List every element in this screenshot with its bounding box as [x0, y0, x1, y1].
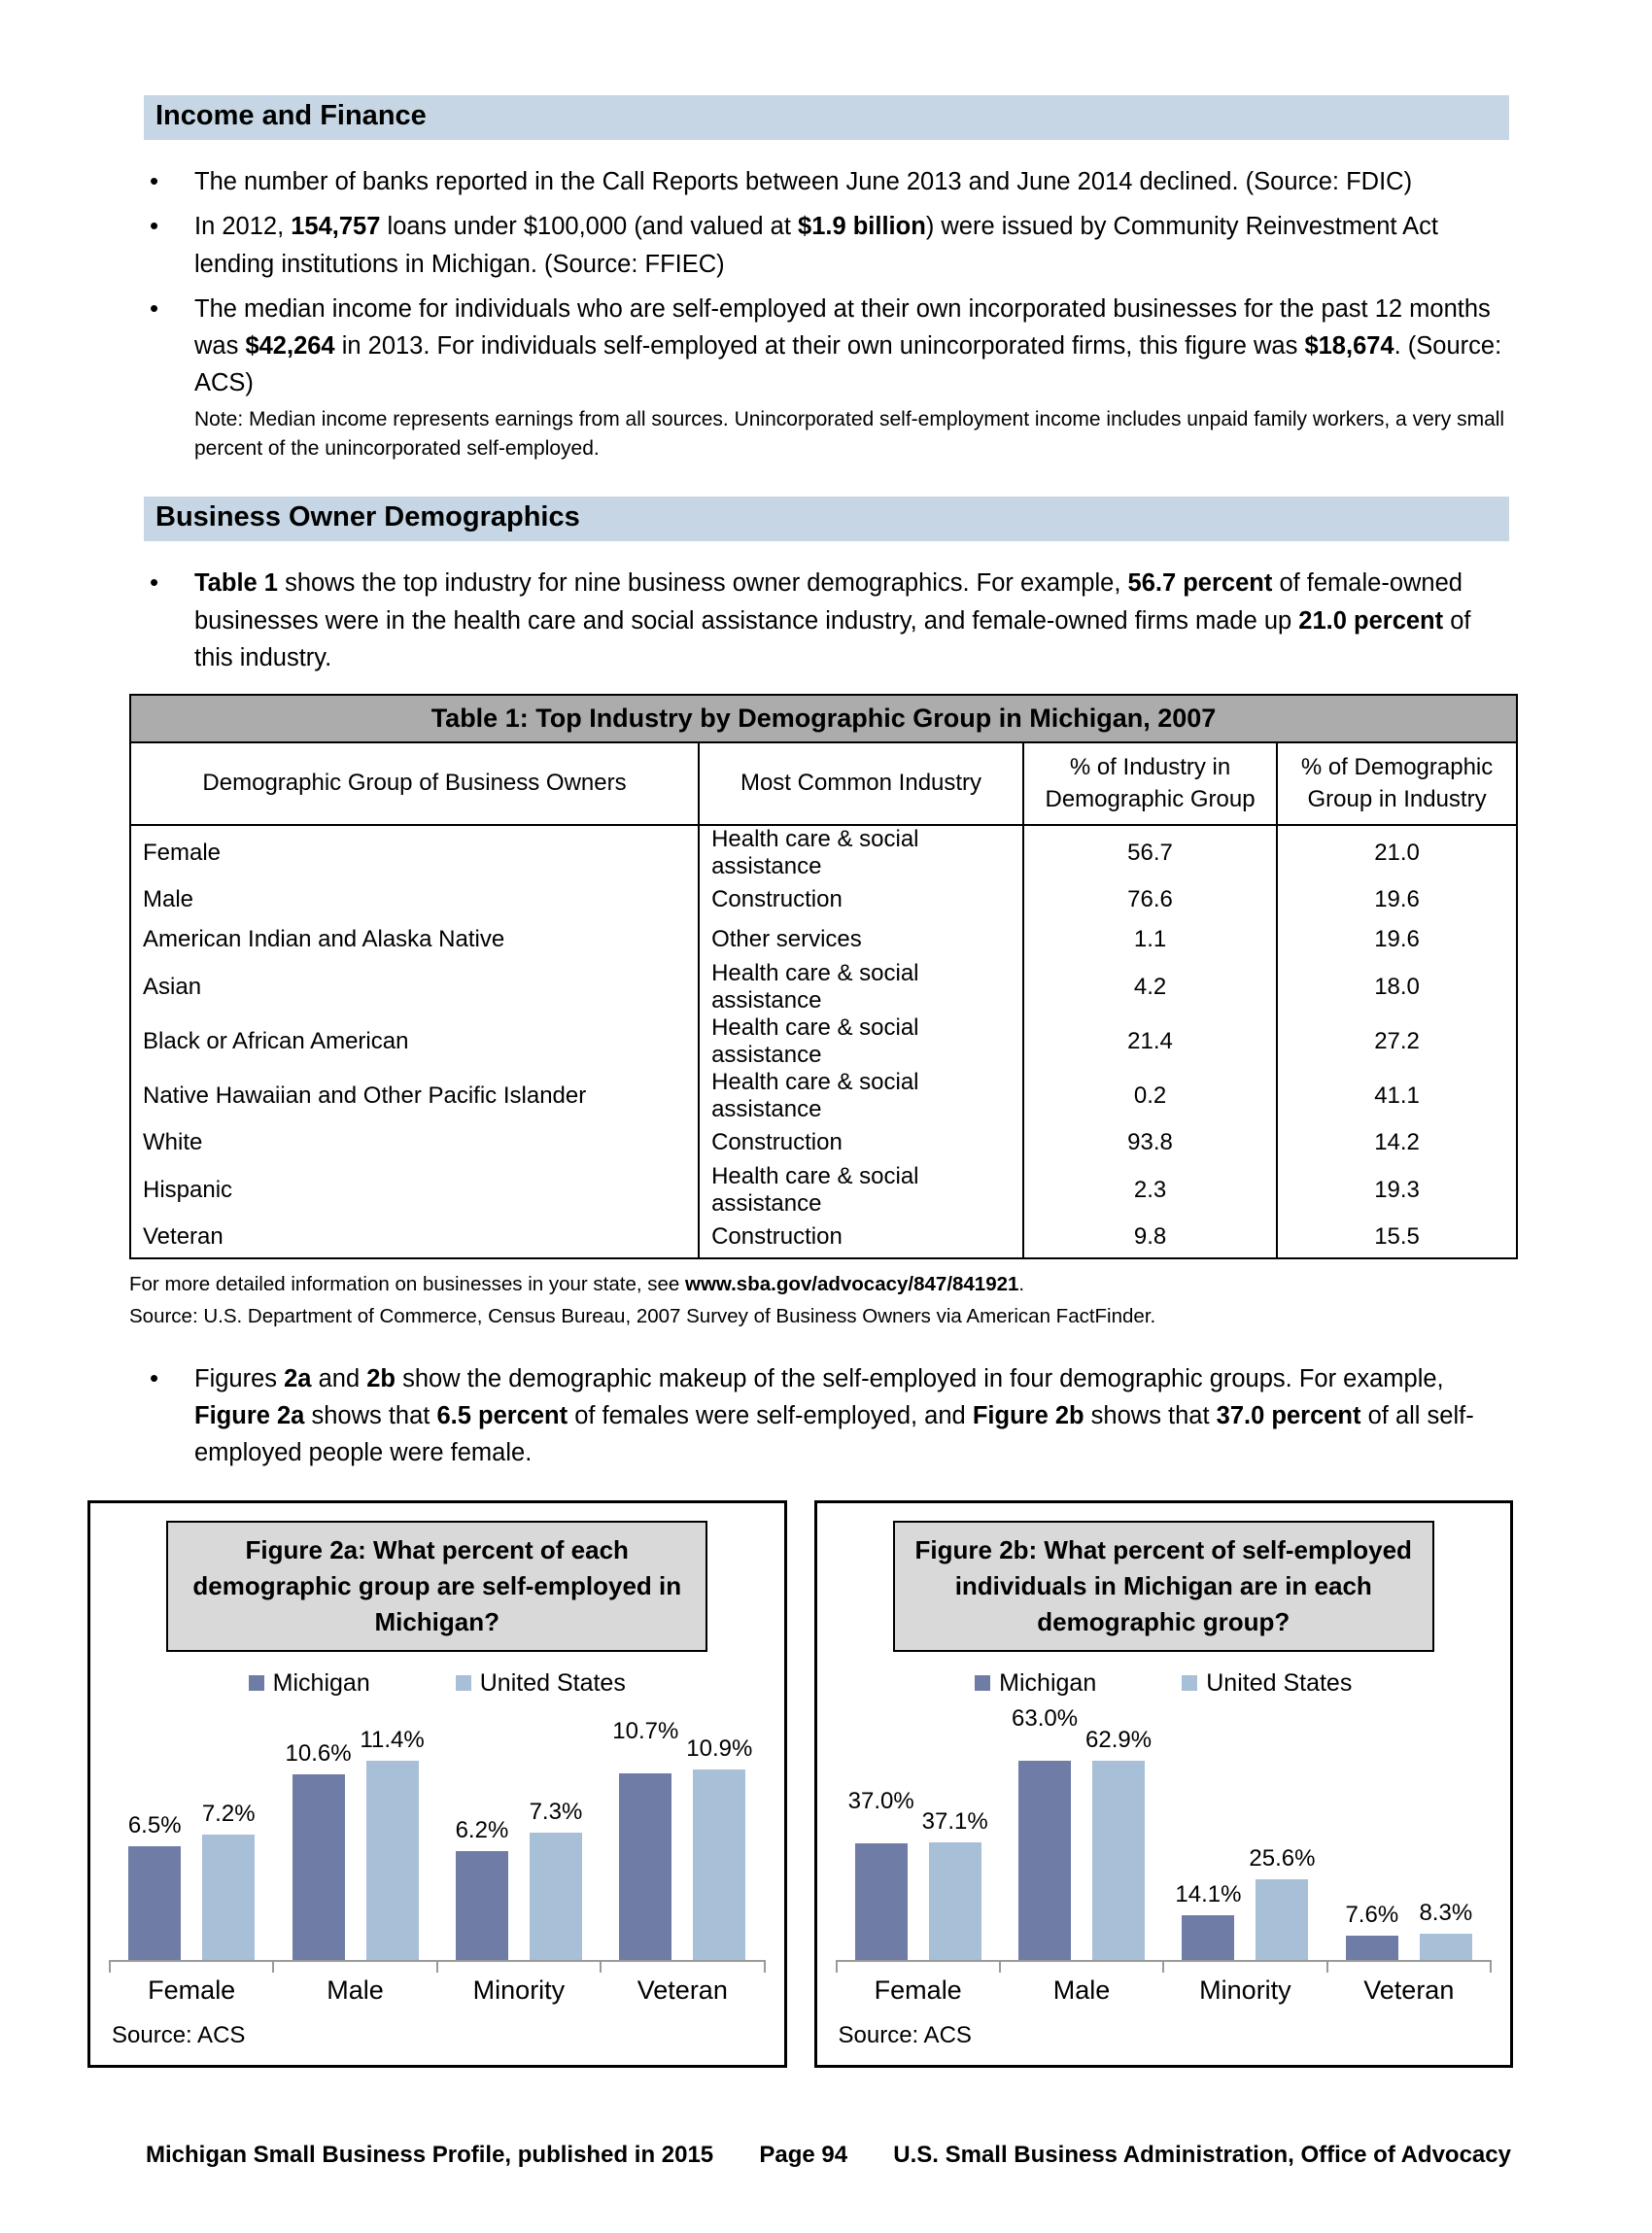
- bar-value-label: 11.4%: [360, 1726, 425, 1753]
- category-label: Veteran: [637, 1975, 728, 2005]
- table-cell: 4.2: [1023, 960, 1277, 1014]
- table-row: [130, 1123, 1517, 1163]
- bar-column: [1420, 1707, 1472, 1960]
- page-footer: [146, 2142, 1511, 2169]
- bar-michigan: [855, 1843, 908, 1960]
- legend-label: United States: [1206, 1668, 1353, 1697]
- chart-plot-area: [110, 1707, 765, 1962]
- category-label: Male: [327, 1975, 384, 2005]
- bar-michigan: [456, 1851, 508, 1959]
- text-segment: and: [311, 1364, 367, 1392]
- table-cell: 9.8: [1023, 1218, 1277, 1258]
- table-header-row: [130, 742, 1517, 825]
- table-cell: 1.1: [1023, 920, 1277, 960]
- table-cell: Health care & social assistance: [699, 1163, 1023, 1218]
- axis-tick: [836, 1960, 838, 1973]
- table-cell: 19.6: [1277, 920, 1517, 960]
- table-note-source-line: [129, 1301, 1516, 1333]
- table-row: [130, 1218, 1517, 1258]
- legend-item: [1182, 1669, 1352, 1698]
- bar-value-label: 10.9%: [686, 1735, 753, 1762]
- bar-column: [202, 1707, 255, 1960]
- table-cell: 0.2: [1023, 1069, 1277, 1123]
- footer-page-number: Page 94: [759, 2142, 848, 2168]
- bar-column: [1085, 1707, 1153, 1960]
- chart-source: Source: ACS: [838, 2022, 972, 2049]
- emphasized-text: 21.0 percent: [1298, 606, 1444, 635]
- bullet-item: [194, 291, 1516, 464]
- bar-united-states: [1092, 1761, 1145, 1960]
- figure-2b-chart: [814, 1500, 1514, 2068]
- income-bullet-list: [0, 163, 1516, 464]
- table-cell: Male: [130, 880, 699, 920]
- axis-tick: [999, 1960, 1001, 1973]
- bar-column: [612, 1707, 679, 1960]
- axis-tick: [1490, 1960, 1492, 1973]
- emphasized-text: 56.7 percent: [1127, 569, 1273, 598]
- text-segment: . (Source: ACS): [194, 332, 1502, 397]
- emphasized-text: $18,674: [1304, 332, 1394, 360]
- bar-united-states: [1256, 1879, 1308, 1960]
- text-segment: For more detailed information on businesses in your state, see: [129, 1272, 686, 1295]
- chart-title: Figure 2a: What percent of each demographic group are self-employed in Michigan?: [166, 1521, 707, 1652]
- text-segment: Figures: [194, 1364, 285, 1392]
- axis-tick: [109, 1960, 111, 1973]
- axis-tick: [1162, 1960, 1164, 1973]
- bar-column: [285, 1707, 352, 1960]
- bar-column: [1175, 1707, 1242, 1960]
- table-cell: 21.4: [1023, 1014, 1277, 1069]
- category-label: Minority: [472, 1975, 566, 2005]
- bullet-text: [194, 295, 1501, 397]
- bar-column: [530, 1707, 582, 1960]
- table-note-link-line: [129, 1269, 1516, 1301]
- table-cell: 19.6: [1277, 880, 1517, 920]
- table-1-top-industry: [129, 694, 1518, 1259]
- bar-value-label: 37.0%: [847, 1787, 914, 1814]
- bar-value-label: 10.6%: [285, 1740, 352, 1768]
- bar-value-label: 6.5%: [127, 1812, 182, 1839]
- axis-tick: [764, 1960, 766, 1973]
- axis-tick: [1326, 1960, 1328, 1973]
- category-label: Veteran: [1363, 1975, 1455, 2005]
- bar-value-label: 7.3%: [529, 1798, 583, 1825]
- text-segment: loans under $100,000 (and valued at: [380, 213, 799, 241]
- legend-swatch-icon: [975, 1675, 990, 1691]
- bar-group: [273, 1707, 436, 1960]
- bar-value-label: 37.1%: [921, 1808, 988, 1836]
- bar-column: [456, 1707, 508, 1960]
- col-header-most-common-industry: Most Common Industry: [699, 742, 1023, 825]
- table-cell: 21.0: [1277, 825, 1517, 880]
- emphasized-text: Table 1: [194, 569, 278, 598]
- bullet-text: [194, 1365, 1474, 1467]
- bar-michigan: [1346, 1936, 1398, 1960]
- legend-swatch-icon: [1182, 1675, 1197, 1691]
- category-label: Female: [148, 1975, 236, 2005]
- bar-column: [921, 1707, 988, 1960]
- table-notes: [129, 1269, 1516, 1333]
- chart-source: Source: ACS: [112, 2022, 246, 2049]
- bullet-item: [194, 163, 1516, 200]
- bar-value-label: 25.6%: [1249, 1844, 1316, 1872]
- axis-tick: [272, 1960, 274, 1973]
- table-cell: 18.0: [1277, 960, 1517, 1014]
- page: [0, 95, 1652, 2168]
- bullet-text: [194, 569, 1471, 671]
- bar-column: [847, 1707, 914, 1960]
- bar-column: [1249, 1707, 1316, 1960]
- legend-item: [975, 1669, 1096, 1698]
- table-cell: Health care & social assistance: [699, 1069, 1023, 1123]
- table-cell: Black or African American: [130, 1014, 699, 1069]
- table-cell: 15.5: [1277, 1218, 1517, 1258]
- bar-group: [1000, 1704, 1163, 1960]
- bar-column: [1012, 1704, 1079, 1960]
- emphasized-text: Figure 2b: [972, 1401, 1084, 1429]
- category-label: Minority: [1199, 1975, 1291, 2005]
- legend-swatch-icon: [249, 1675, 264, 1691]
- chart-title: Figure 2b: What percent of self-employed individuals in Michigan are in each demographic group?: [893, 1521, 1434, 1652]
- text-segment: shows that: [304, 1401, 437, 1429]
- col-header-pct-industry-in-group: % of Industry in Demographic Group: [1023, 742, 1277, 825]
- bullet-text: [194, 213, 1438, 277]
- legend-label: United States: [479, 1668, 626, 1697]
- legend-label: Michigan: [999, 1668, 1097, 1697]
- table-cell: 2.3: [1023, 1163, 1277, 1218]
- bar-column: [686, 1707, 753, 1960]
- bar-michigan: [128, 1846, 181, 1960]
- bar-value-label: 10.7%: [612, 1717, 679, 1744]
- text-segment: .: [1018, 1272, 1025, 1295]
- bullet-item: [194, 208, 1516, 283]
- text-segment: The median income for individuals who are self-employed at their own incorporated businesses for the past 12 months was: [194, 294, 1491, 360]
- bar-united-states: [1420, 1934, 1472, 1960]
- axis-tick: [436, 1960, 438, 1973]
- table-cell: Construction: [699, 880, 1023, 920]
- bullet-item: [194, 565, 1516, 676]
- table-row: [130, 920, 1517, 960]
- emphasized-text: $42,264: [245, 332, 335, 360]
- bar-united-states: [202, 1835, 255, 1960]
- bar-column: [1346, 1707, 1398, 1960]
- bar-united-states: [530, 1833, 582, 1960]
- text-segment: of this industry.: [194, 606, 1471, 671]
- bar-michigan: [293, 1774, 345, 1960]
- charts-row: [87, 1500, 1513, 2068]
- emphasized-text: 37.0 percent: [1216, 1401, 1361, 1429]
- bar-value-label: 62.9%: [1085, 1727, 1153, 1754]
- text-segment: In 2012,: [194, 213, 292, 241]
- text-segment: shows the top industry for nine business owner demographics. For example,: [277, 569, 1128, 598]
- text-segment: Source: U.S. Department of Commerce, Census Bureau, 2007 Survey of Business Owners via American FactFinder.: [129, 1304, 1156, 1327]
- table-cell: 19.3: [1277, 1163, 1517, 1218]
- axis-tick: [600, 1960, 602, 1973]
- legend-label: Michigan: [272, 1668, 370, 1697]
- text-segment: of females were self-employed, and: [568, 1401, 973, 1429]
- col-header-pct-group-in-industry: % of Demographic Group in Industry: [1277, 742, 1517, 825]
- footer-publication: Michigan Small Business Profile, published in 2015: [146, 2142, 714, 2168]
- bar-value-label: 63.0%: [1012, 1704, 1079, 1732]
- table-cell: Veteran: [130, 1218, 699, 1258]
- bar-group: [1327, 1707, 1491, 1960]
- figure-2a-chart: [87, 1500, 787, 2068]
- table-cell: 76.6: [1023, 880, 1277, 920]
- table-cell: 14.2: [1277, 1123, 1517, 1163]
- table-cell: American Indian and Alaska Native: [130, 920, 699, 960]
- col-header-demographic-group: Demographic Group of Business Owners: [130, 742, 699, 825]
- table-title-row: [130, 695, 1517, 742]
- emphasized-text: 2b: [366, 1364, 396, 1392]
- table-cell: Asian: [130, 960, 699, 1014]
- bar-group: [110, 1707, 273, 1960]
- table-cell: Health care & social assistance: [699, 960, 1023, 1014]
- section-header-business-owner-demographics: Business Owner Demographics: [144, 497, 1509, 541]
- legend-item: [456, 1669, 626, 1698]
- bar-value-label: 7.6%: [1345, 1902, 1399, 1929]
- bar-value-label: 6.2%: [455, 1817, 509, 1844]
- legend-swatch-icon: [456, 1675, 471, 1691]
- text-segment: of all self-employed people were female.: [194, 1401, 1474, 1466]
- bar-michigan: [1018, 1761, 1071, 1960]
- emphasized-text: 2a: [284, 1364, 312, 1392]
- bar-united-states: [693, 1769, 745, 1960]
- table-cell: Hispanic: [130, 1163, 699, 1218]
- footer-agency: U.S. Small Business Administration, Office of Advocacy: [893, 2142, 1511, 2168]
- table-cell: Health care & social assistance: [699, 1014, 1023, 1069]
- table-cell: Health care & social assistance: [699, 825, 1023, 880]
- text-segment: The number of banks reported in the Call Reports between June 2013 and June 2014 declined. (Source: FDIC): [194, 168, 1413, 195]
- table-row: [130, 880, 1517, 920]
- table-row: [130, 960, 1517, 1014]
- table-row: [130, 1069, 1517, 1123]
- bar-group: [437, 1707, 601, 1960]
- table-cell: 27.2: [1277, 1014, 1517, 1069]
- legend-item: [249, 1669, 370, 1698]
- bar-value-label: 8.3%: [1419, 1899, 1473, 1926]
- text-segment: of female-owned businesses were in the health care and social assistance industry, and female-owned firms made up: [194, 569, 1463, 635]
- table-cell: Construction: [699, 1123, 1023, 1163]
- demographics-bullet-list: [0, 565, 1516, 676]
- emphasized-text: $1.9 billion: [798, 213, 926, 241]
- table-title: Table 1: Top Industry by Demographic Group in Michigan, 2007: [130, 695, 1517, 742]
- category-label: Male: [1052, 1975, 1111, 2005]
- table-cell: 93.8: [1023, 1123, 1277, 1163]
- bar-united-states: [929, 1842, 981, 1960]
- category-label: Female: [874, 1975, 962, 2005]
- emphasized-text: 6.5 percent: [436, 1401, 568, 1429]
- table-row: [130, 825, 1517, 880]
- bullet-item: [194, 1360, 1516, 1472]
- text-segment: show the demographic makeup of the self-employed in four demographic groups. For example,: [395, 1364, 1444, 1392]
- bar-united-states: [366, 1761, 419, 1960]
- table-cell: 41.1: [1277, 1069, 1517, 1123]
- table-cell: 56.7: [1023, 825, 1277, 880]
- emphasized-text: Figure 2a: [194, 1401, 305, 1429]
- bar-group: [601, 1707, 764, 1960]
- section-header-income-and-finance: Income and Finance: [144, 95, 1509, 140]
- chart-legend: [817, 1669, 1511, 1698]
- table-row: [130, 1163, 1517, 1218]
- text-segment: in 2013. For individuals self-employed at their own unincorporated firms, this figure was: [334, 332, 1305, 360]
- figures-bullet-list: [0, 1360, 1516, 1472]
- emphasized-text: 154,757: [291, 213, 381, 241]
- table-cell: Female: [130, 825, 699, 880]
- bar-value-label: 14.1%: [1175, 1881, 1242, 1908]
- emphasized-text: www.sba.gov/advocacy/847/841921: [685, 1272, 1019, 1295]
- chart-plot-area: [837, 1704, 1492, 1962]
- bullet-text: [194, 168, 1412, 195]
- bar-michigan: [619, 1773, 671, 1960]
- median-income-note: Note: Median income represents earnings from all sources. Unincorporated self-employment income includes unpaid family workers, a very small percent of the unincorporated self-employed.: [194, 407, 1505, 460]
- table-cell: Other services: [699, 920, 1023, 960]
- chart-legend: [90, 1669, 784, 1698]
- bar-michigan: [1182, 1915, 1234, 1960]
- bar-group: [1163, 1707, 1326, 1960]
- table-cell: Native Hawaiian and Other Pacific Islander: [130, 1069, 699, 1123]
- table-row: [130, 1014, 1517, 1069]
- table-cell: Construction: [699, 1218, 1023, 1258]
- bar-column: [128, 1707, 181, 1960]
- text-segment: shows that: [1084, 1401, 1217, 1429]
- text-segment: ) were issued by Community Reinvestment Act lending institutions in Michigan. (Source: FFIEC): [194, 213, 1439, 278]
- bar-column: [360, 1707, 425, 1960]
- bar-value-label: 7.2%: [201, 1800, 256, 1827]
- table-cell: White: [130, 1123, 699, 1163]
- bar-group: [837, 1707, 1000, 1960]
